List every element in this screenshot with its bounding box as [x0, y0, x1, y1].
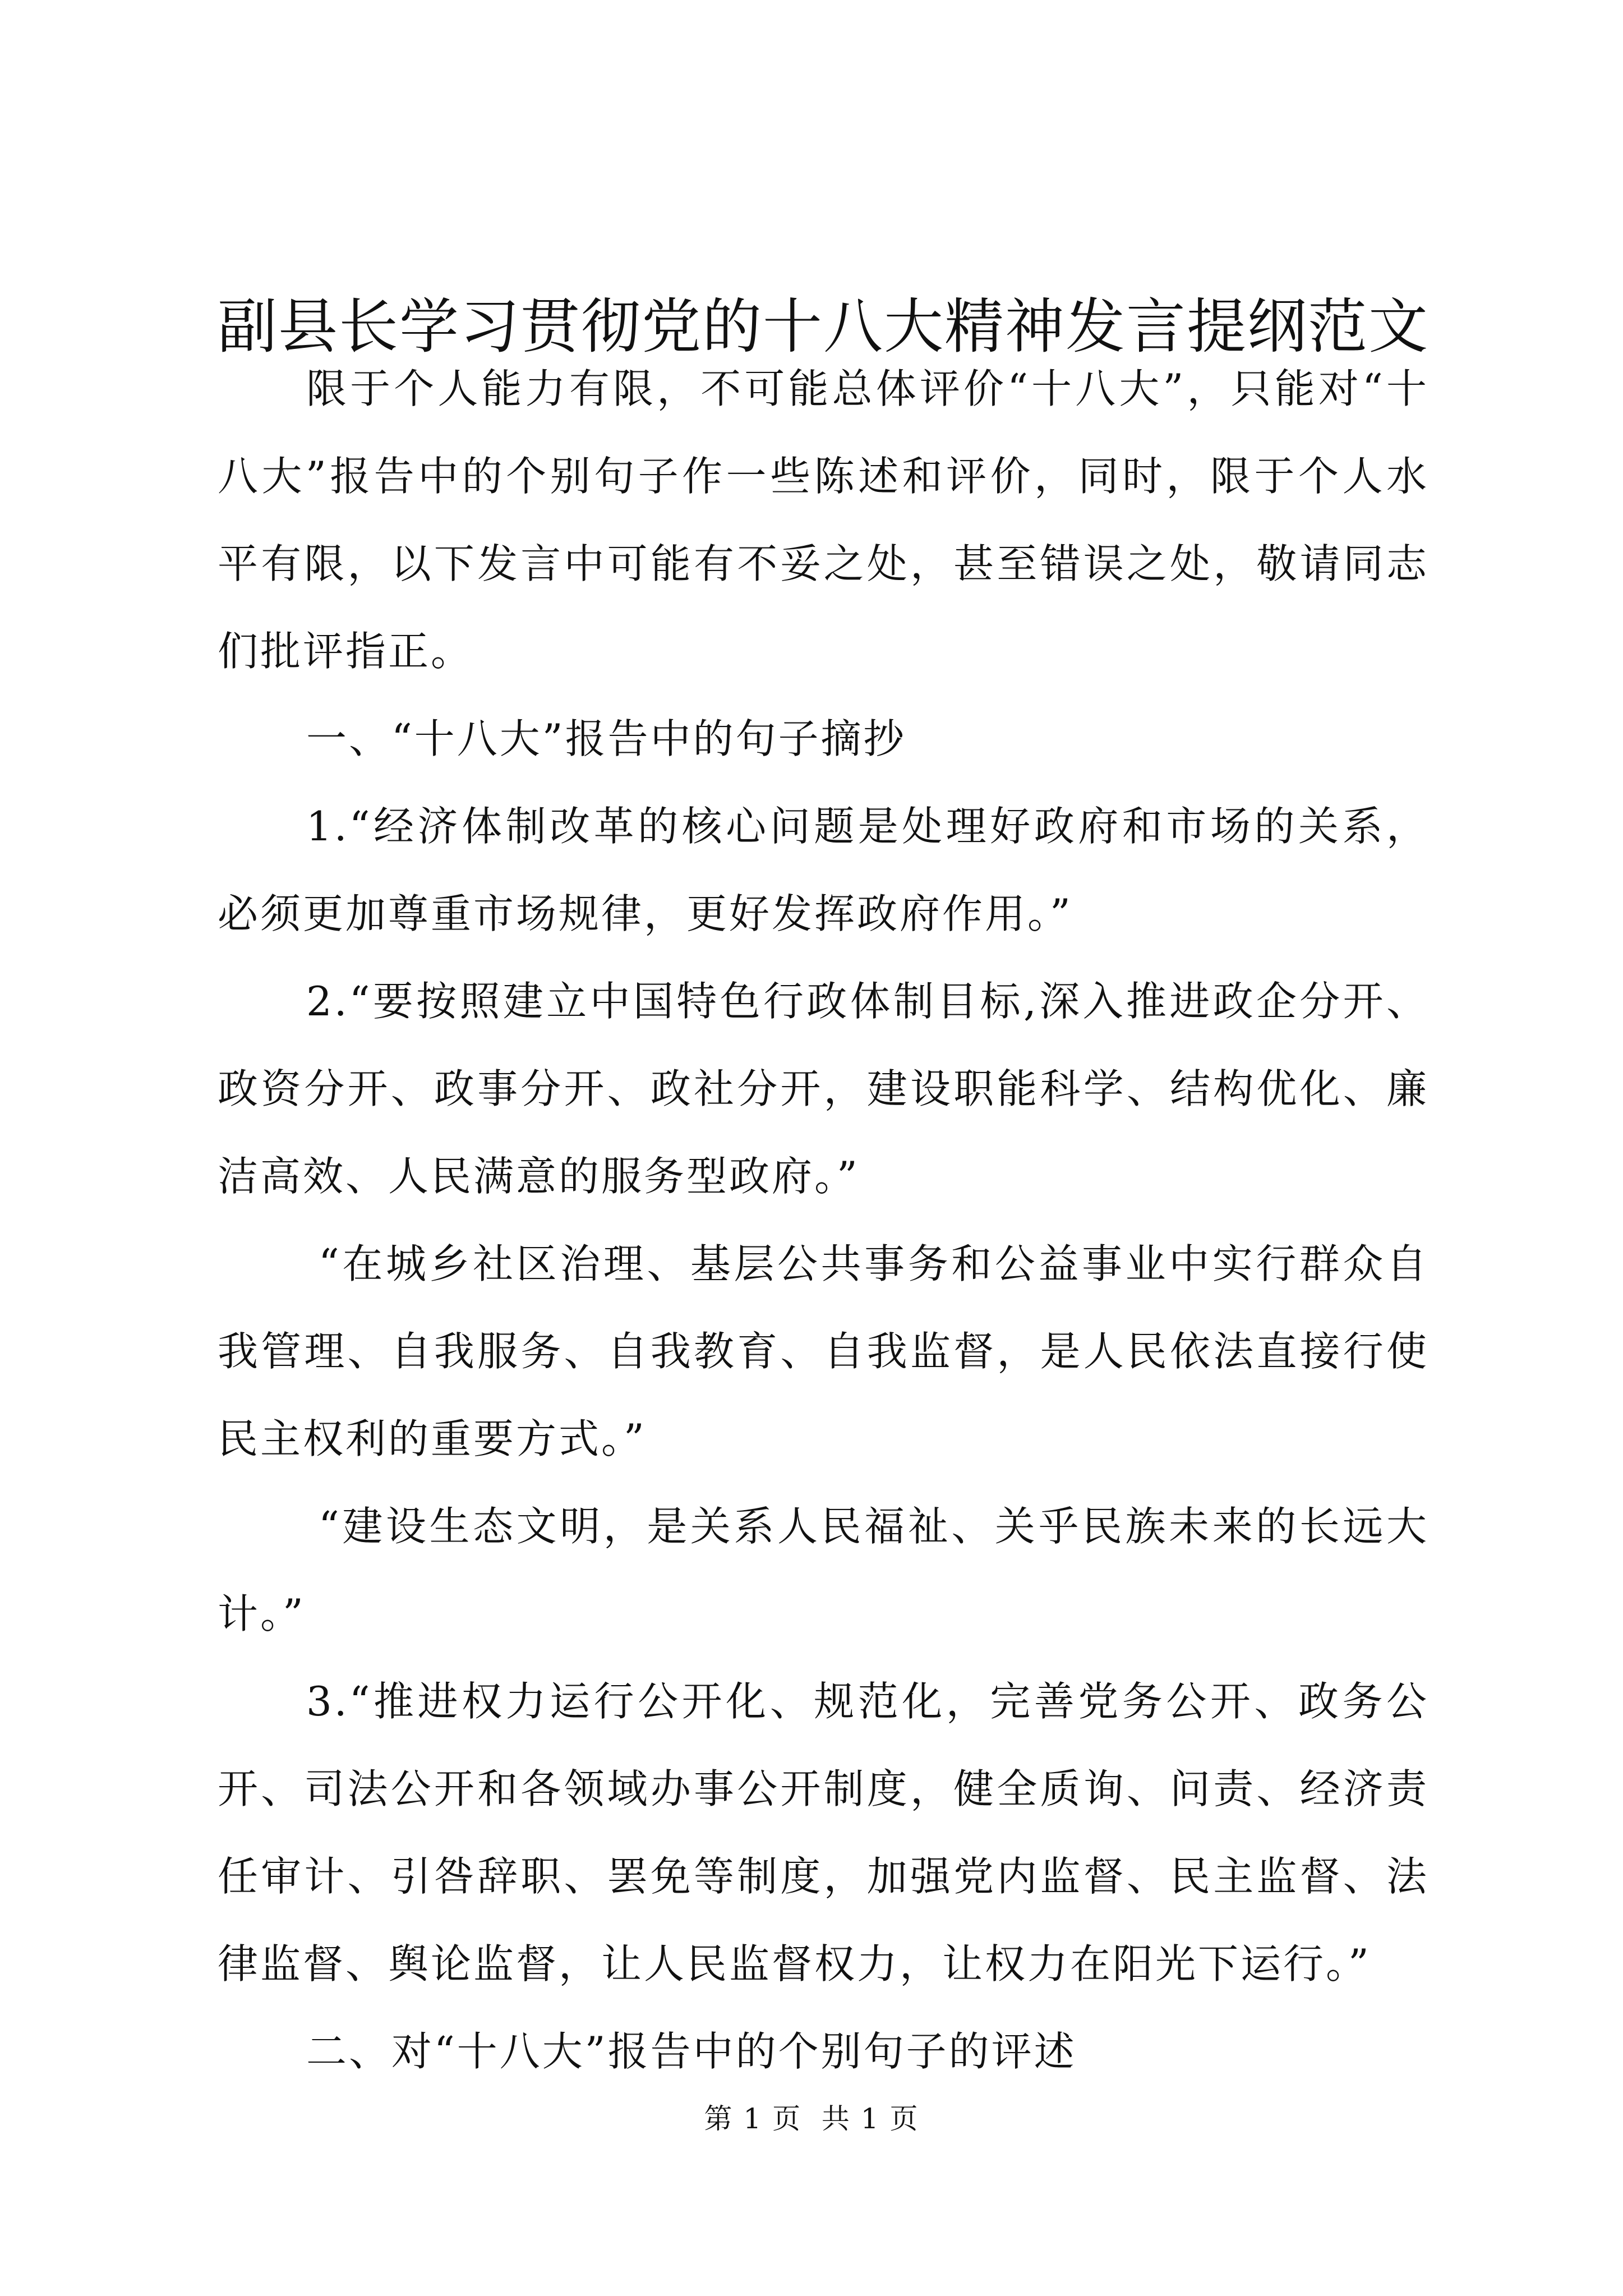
document-body — [218, 345, 1429, 2095]
section-heading-1: 一、“十八大”报告中的句子摘抄 — [306, 715, 906, 762]
paragraph-quote-3: 3.“推进权力运行公开化、规范化，完善党务公开、政务公开、司法公开和各领域办事公开制度，健全质询、问责、经济责任审计、引咎辞职、罢免等制度，加强党内监督、民主监督、法律监督、舆论监督，让人民监督权力，让权力在阳光下运行。” — [218, 1678, 1429, 1987]
page-number-label: 第 1 页 共 1 页 — [704, 2102, 919, 2135]
document-title: 副县长学习贯彻党的十八大精神发言提纲范文 — [218, 292, 1429, 361]
paragraph-quote-2b: “在城乡社区治理、基层公共事务和公益事业中实行群众自我管理、自我服务、自我教育、自我监督，是人民依法直接行使民主权利的重要方式。” — [218, 1240, 1429, 1462]
page-footer — [0, 2099, 1623, 2138]
paragraph-quote-1: 1.“经济体制改革的核心问题是处理好政府和市场的关系，必须更加尊重市场规律，更好发挥政府作用。” — [218, 803, 1429, 937]
paragraph-intro: 限于个人能力有限，不可能总体评价“十八大”，只能对“十八大”报告中的个别句子作一些陈述和评价，同时，限于个人水平有限，以下发言中可能有不妥之处，甚至错误之处，敬请同志们批评指正。 — [218, 365, 1429, 675]
section-heading-2: 二、对“十八大”报告中的个别句子的评述 — [306, 2028, 1077, 2075]
paragraph-quote-2: 2.“要按照建立中国特色行政体制目标,深入推进政企分开、政资分开、政事分开、政社分开，建设职能科学、结构优化、廉洁高效、人民满意的服务型政府。” — [218, 978, 1429, 1200]
paragraph-quote-2c: “建设生态文明，是关系人民福祉、关乎民族未来的长远大计。” — [218, 1503, 1429, 1637]
